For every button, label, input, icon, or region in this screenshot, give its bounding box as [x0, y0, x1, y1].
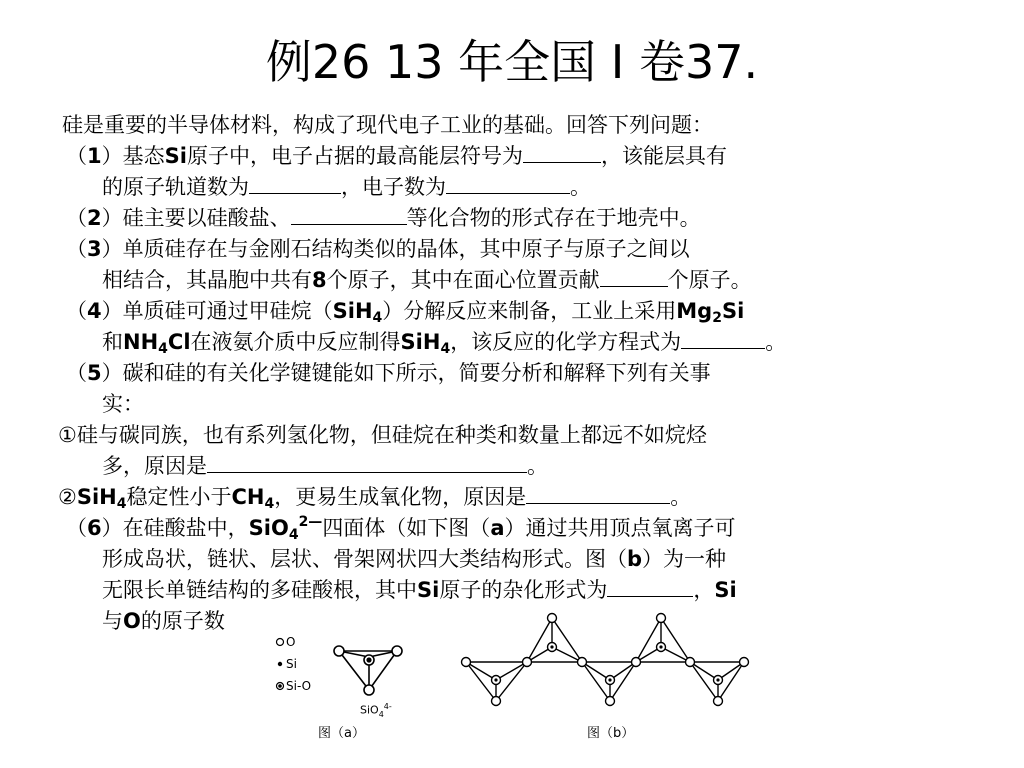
oxygen-atom: [462, 658, 471, 667]
sub-question-1-line-2: 多，原因是 。: [102, 454, 548, 478]
question-1-line-1: （1）基态Si原子中，电子占据的最高能层符号为 ，该能层具有: [66, 144, 727, 168]
silicon-atom: [494, 678, 497, 681]
question-4-line-1: （4）单质硅可通过甲硅烷（SiH$_4$）分解反应来制备，工业上采用$Mg_2Si$: [66, 299, 745, 326]
oxygen-atom: [714, 697, 723, 706]
oxygen-atom: [548, 614, 557, 623]
sub-question-1-line-1: ①硅与碳同族，也有系列氢化物，但硅烷在种类和数量上都远不如烷烃: [58, 423, 707, 447]
chain-outline: [466, 618, 744, 701]
intro-text: 硅是重要的半导体材料，构成了现代电子工业的基础。回答下列问题：: [62, 113, 713, 137]
oxygen-atom: [334, 646, 344, 656]
oxygen-atom: [686, 658, 695, 667]
oxygen-atom: [578, 658, 587, 667]
oxygen-atom: [606, 697, 615, 706]
caption-figure-a: 图（a）: [318, 726, 365, 741]
oxygen-atom: [632, 658, 641, 667]
silicon-atom: [367, 658, 371, 662]
chain-figure-b: [462, 614, 749, 706]
silicon-atom: [550, 645, 553, 648]
caption-figure-b: 图（b）: [587, 726, 635, 741]
figure-legend: [274, 631, 311, 697]
tetrahedron-figure-a: [334, 646, 402, 695]
question-6-line-2: 形成岛状，链状、层状、骨架网状四大类结构形式。图（b）为一种: [102, 547, 727, 571]
oxygen-atom: [492, 697, 501, 706]
silicon-atom: [716, 678, 719, 681]
oxygen-atom: [392, 646, 402, 656]
question-5-line-1: （5）碳和硅的有关化学键键能如下所示，简要分析和解释下列有关事: [66, 361, 711, 385]
oxygen-atom: [523, 658, 532, 667]
question-5-line-2: 实：: [102, 392, 144, 416]
silicon-atom: [659, 645, 662, 648]
oxygen-atom: [740, 658, 749, 667]
sub-question-2: ②SiH$_4$稳定性小于$CH_4$，更易生成氧化物，原因是 。: [58, 485, 692, 512]
silicon-atom: [608, 678, 611, 681]
legend-silicon: Si: [286, 657, 297, 671]
legend-oxygen: O: [286, 635, 296, 649]
ion-label: SiO$_4^{4-}$: [360, 702, 392, 719]
question-4-line-2: 和$NH_4Cl$在液氨介质中反应制得SiH$_4$，该反应的化学方程式为 。: [102, 330, 787, 357]
question-1-line-2: 的原子轨道数为 ，电子数为 。: [102, 175, 591, 199]
oxygen-atom: [657, 614, 666, 623]
oxygen-atom: [364, 685, 374, 695]
question-3-line-2: 相结合，其晶胞中共有8个原子，其中在面心位置贡献 个原子。: [102, 268, 752, 292]
question-6-line-4: 与O的原子数: [102, 609, 225, 633]
question-6-line-1: （6）在硅酸盐中，SiO$_4^{2—}$四面体（如下图（a）通过共用顶点氧离子可: [66, 514, 736, 543]
slide-title: 例26 13 年全国 I 卷37.: [265, 35, 759, 89]
question-6-line-3: 无限长单链结构的多硅酸根，其中Si原子的杂化形式为 ，Si: [102, 578, 737, 602]
question-2: （2）硅主要以硅酸盐、 等化合物的形式存在于地壳中。: [66, 206, 701, 230]
question-3-line-1: （3）单质硅存在与金刚石结构类似的晶体，其中原子与原子之间以: [66, 237, 690, 261]
legend-si-o: Si-O: [286, 679, 312, 693]
